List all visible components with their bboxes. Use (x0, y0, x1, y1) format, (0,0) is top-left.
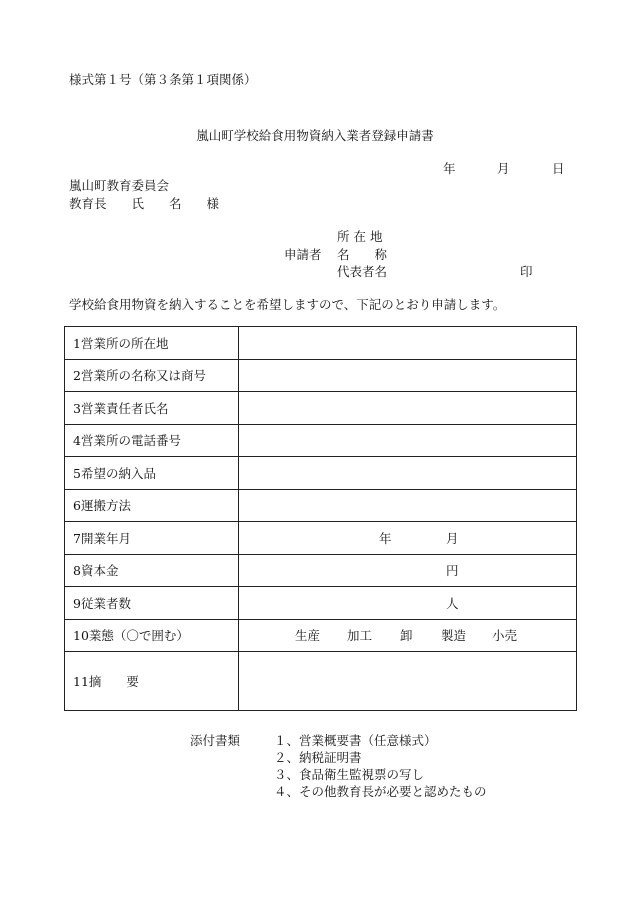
applicant-label: 申請者 (284, 247, 322, 262)
table-row (65, 457, 577, 490)
remarks-field[interactable] (239, 652, 577, 711)
table-row (65, 522, 577, 555)
seal-mark: 印 (520, 264, 533, 279)
table-row (65, 587, 577, 620)
desired-goods-field[interactable] (239, 457, 577, 490)
attachments-label: 添付書類 (190, 733, 241, 748)
attachment-item: １、営業概要書（任意様式） (274, 733, 437, 748)
date-month: 月 (497, 161, 510, 176)
option-production[interactable]: 生産 (295, 628, 321, 644)
opening-month-unit: 月 (446, 530, 459, 546)
option-manufacturing[interactable]: 製造 (441, 628, 467, 644)
table-row (65, 392, 577, 425)
table-row (65, 327, 577, 360)
applicant-address-label: 所 在 地 (337, 229, 383, 244)
option-processing[interactable]: 加工 (347, 628, 373, 644)
table-row (65, 619, 577, 652)
table-row (65, 424, 577, 457)
table-row (65, 652, 577, 711)
date-year: 年 (443, 161, 456, 176)
phone-field[interactable] (239, 424, 577, 457)
row-label: 9従業者数 (65, 587, 239, 620)
table-row (65, 554, 577, 587)
form-id: 様式第１号（第３条第１項関係） (69, 72, 257, 87)
opening-year-unit: 年 (379, 530, 392, 546)
application-table (64, 326, 577, 711)
table-row (65, 359, 577, 392)
row-label: 8資本金 (65, 554, 239, 587)
business-name-field[interactable] (239, 359, 577, 392)
manager-name-field[interactable] (239, 392, 577, 425)
row-label: 5希望の納入品 (65, 457, 239, 490)
yen-unit: 円 (446, 563, 459, 579)
date-day: 日 (552, 161, 565, 176)
row-label: 2営業所の名称又は商号 (65, 359, 239, 392)
row-label: 10業態（〇で囲む） (65, 619, 239, 652)
table-row (65, 489, 577, 522)
row-label: 4営業所の電話番号 (65, 424, 239, 457)
intro-statement: 学校給食用物資を納入することを希望しますので、下記のとおり申請します。 (69, 297, 506, 312)
attachment-item: ２、納税証明書 (274, 750, 362, 765)
attachment-item: ４、その他教育長が必要と認めたもの (274, 784, 487, 799)
addressee-board: 嵐山町教育委員会 (69, 178, 170, 193)
transport-method-field[interactable] (239, 489, 577, 522)
option-retail[interactable]: 小売 (492, 628, 518, 644)
capital-field[interactable] (239, 554, 577, 587)
row-label: 3営業責任者氏名 (65, 392, 239, 425)
address-field[interactable] (239, 327, 577, 360)
addressee-superintendent: 教育長 氏 名 様 (69, 196, 220, 211)
row-label: 7開業年月 (65, 522, 239, 555)
business-type-field (239, 619, 577, 652)
row-label: 6運搬方法 (65, 489, 239, 522)
applicant-representative-label: 代表者名 (337, 264, 388, 279)
applicant-name-label: 名 称 (337, 247, 388, 262)
attachment-item: ３、食品衛生監視票の写し (274, 767, 425, 782)
document-title: 嵐山町学校給食用物資納入業者登録申請書 (196, 128, 434, 143)
opening-date-field[interactable] (239, 522, 577, 555)
option-wholesale[interactable]: 卸 (400, 628, 413, 644)
row-label: 11摘 要 (65, 652, 239, 711)
row-label: 1営業所の所在地 (65, 327, 239, 360)
people-unit: 人 (446, 595, 459, 611)
employees-field[interactable] (239, 587, 577, 620)
